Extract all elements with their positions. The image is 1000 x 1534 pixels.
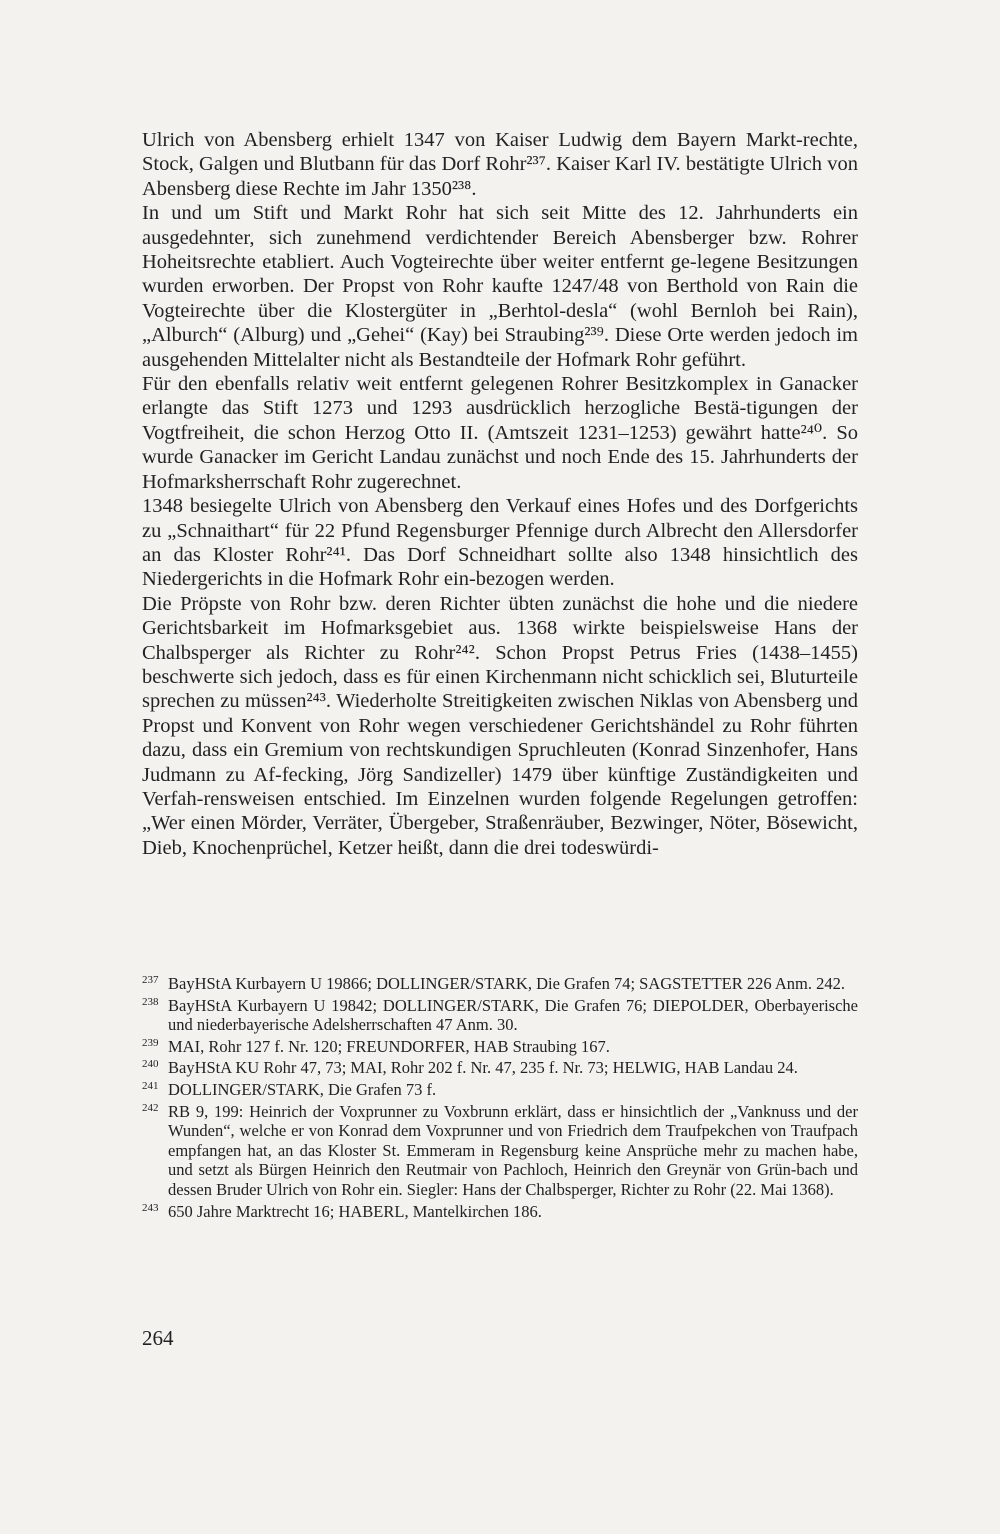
footnote-number: 243 [142,1201,159,1214]
footnote-237 [142,974,858,994]
footnote-240 [142,1058,858,1078]
footnote-text: MAI, Rohr 127 f. Nr. 120; FREUNDORFER, HAB Straubing 167. [168,1036,610,1056]
footnote-238 [142,996,858,1035]
footnote-number: 240 [142,1058,159,1071]
footnote-text: RB 9, 199: Heinrich der Voxprunner zu Voxbrunn erklärt, dass er hinsichtlich der „Vanknuss und der Wunden“, welche er von Konrad dem Voxprunner und von Friedrich dem Traufpekchen von Traufpach empfangen hat, an das Kloster St. Emmeram in Regensburg keine Ansprüche mehr zu machen habe, und setzt als Bürgen Heinrich den Reutmair von Pachloch, Heinrich den Greynär von Grün-bach und dessen Bruder Ulrich von Rohr ein. Siegler: Hans der Chalbsperger, Richter zu Rohr (22. Mai 1368). [168,1101,858,1199]
paragraph-2: In und um Stift und Markt Rohr hat sich seit Mitte des 12. Jahrhunderts ein ausgedehnter, sich zunehmend verdichtender Bereich Abensberger bzw. Rohrer Hoheitsrechte etabliert. Auch Vogteirechte über weiter entfernt ge-legene Besitzungen wurden erworben. Der Propst von Rohr kaufte 1247/48 von Berthold von Rain die Vogteirechte über die Klostergüter in „Berhtol-desla“ (wohl Bernloh bei Rain), „Alburch“ (Alburg) und „Gehei“ (Kay) bei Straubing²³⁹. Diese Orte werden jedoch im ausgehenden Mittelalter nicht als Bestandteile der Hofmark Rohr geführt. [142,202,858,371]
paragraph-5: Die Pröpste von Rohr bzw. deren Richter übten zunächst die hohe und die niedere Gerichtsbarkeit im Hofmarksgebiet aus. 1368 wirkte beispielsweise Hans der Chalbsperger als Richter zu Rohr²⁴². Schon Propst Petrus Fries (1438–1455) beschwerte sich jedoch, dass es für einen Kirchenmann nicht schicklich sei, Bluturteile sprechen zu müssen²⁴³. Wiederholte Streitigkeiten zwischen Niklas von Abensberg und Propst und Konvent von Rohr wegen verschiedener Gerichtshändel zu Rohr führten dazu, dass ein Gremium von rechtskundigen Spruchleuten (Konrad Sinzenhofer, Hans Judmann zu Af-fecking, Jörg Sandizeller) 1479 über künftige Zuständigkeiten und Verfah-rensweisen entschied. Im Einzelnen wurden folgende Regelungen getroffen: „Wer einen Mörder, Verräter, Übergeber, Straßenräuber, Bezwinger, Nöter, Bösewicht, Dieb, Knochenprüchel, Ketzer heißt, dann die drei todeswürdi- [142,592,858,859]
footnote-242 [142,1102,858,1200]
footnote-text: BayHStA KU Rohr 47, 73; MAI, Rohr 202 f. Nr. 47, 235 f. Nr. 73; HELWIG, HAB Landau 24. [168,1058,798,1078]
paragraph-1: Ulrich von Abensberg erhielt 1347 von Kaiser Ludwig dem Bayern Markt-rechte, Stock, Galgen und Blutbann für das Dorf Rohr²³⁷. Kaiser Karl IV. bestätigte Ulrich von Abensberg diese Rechte im Jahr 1350²³⁸. [142,129,858,200]
footnote-number: 239 [142,1036,159,1049]
footnote-text: BayHStA Kurbayern U 19866; DOLLINGER/STARK, Die Grafen 74; SAGSTETTER 226 Anm. 242. [168,974,845,993]
page-number: 264 [142,1326,174,1350]
footnote-number: 241 [142,1079,159,1092]
footnote-241 [142,1080,858,1100]
footnote-number: 237 [142,974,159,986]
main-text [142,128,858,860]
footnote-text: 650 Jahre Marktrecht 16; HABERL, Mantelkirchen 186. [168,1201,542,1221]
paragraph-4: 1348 besiegelte Ulrich von Abensberg den Verkauf eines Hofes und des Dorfgerichts zu „Schnaithart“ für 22 Pfund Regensburger Pfennige durch Albrecht den Allersdorfer an das Kloster Rohr²⁴¹. Das Dorf Schneidhart sollte also 1348 hinsichtlich des Niedergerichts in die Hofmark Rohr ein-bezogen werden. [142,495,858,591]
footnote-239 [142,1037,858,1057]
footnote-number: 242 [142,1101,159,1114]
paragraph-3: Für den ebenfalls relativ weit entfernt gelegenen Rohrer Besitzkomplex in Ganacker erlangte das Stift 1273 und 1293 ausdrücklich herzogliche Bestä-tigungen der Vogtfreiheit, die schon Herzog Otto II. (Amtszeit 1231–1253) gewährt hatte²⁴⁰. So wurde Ganacker im Gericht Landau zunächst und noch Ende des 15. Jahrhunderts der Hofmarksherrschaft Rohr zugerechnet. [142,373,858,493]
footnote-text: BayHStA Kurbayern U 19842; DOLLINGER/STARK, Die Grafen 76; DIEPOLDER, Oberbayerische und niederbayerische Adelsherrschaften 47 Anm. 30. [168,995,858,1035]
footnotes [142,974,858,1223]
footnote-243 [142,1202,858,1222]
footnote-number: 238 [142,995,159,1008]
footnote-text: DOLLINGER/STARK, Die Grafen 73 f. [168,1079,437,1099]
